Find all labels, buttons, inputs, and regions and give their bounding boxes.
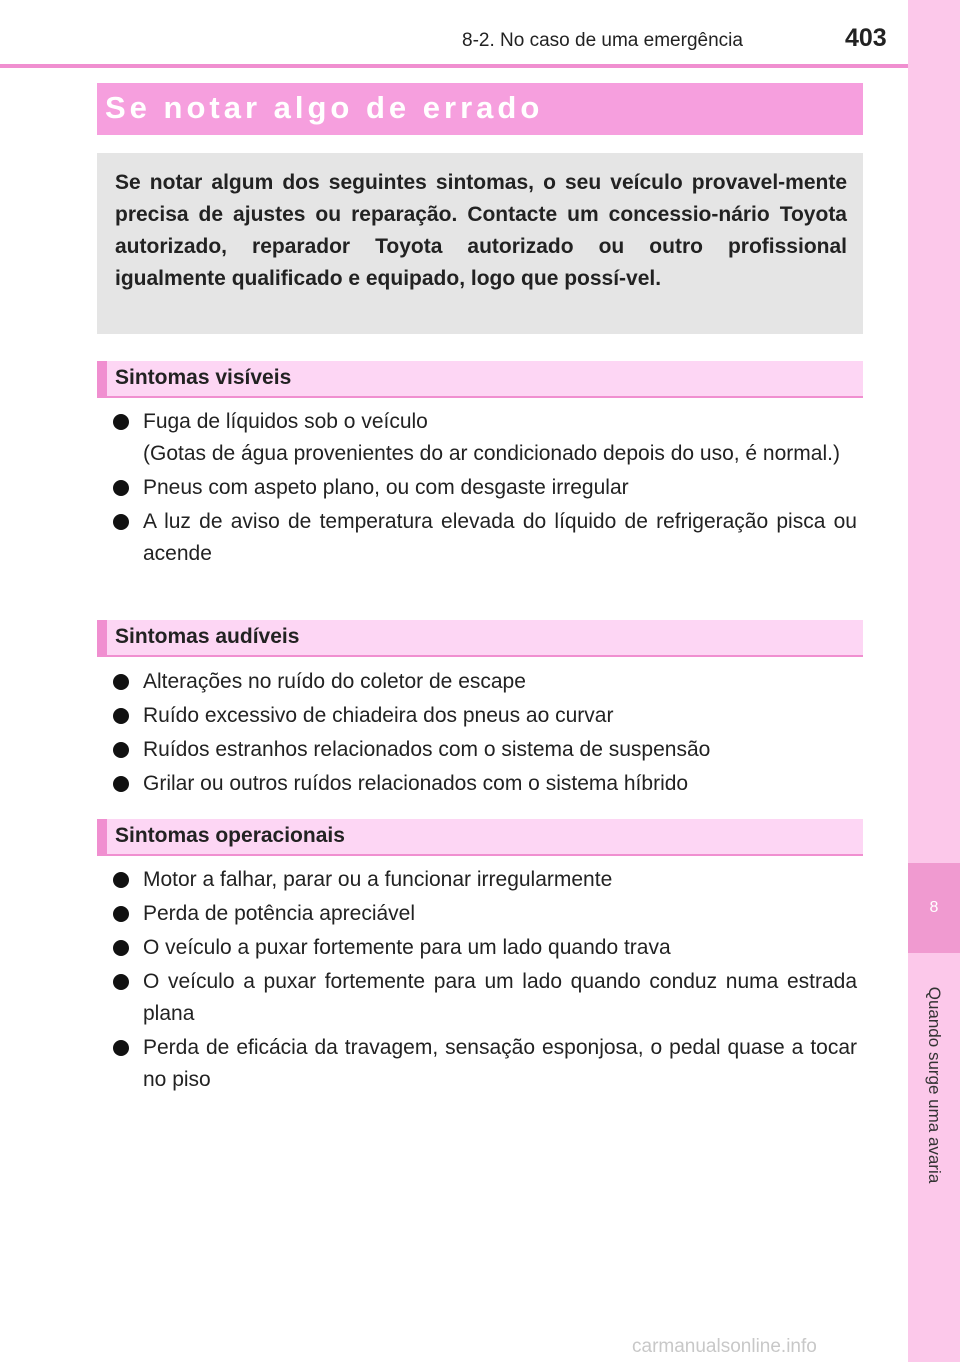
page-title: Se notar algo de errado: [105, 90, 544, 125]
header-section-title: 8-2. No caso de uma emergência: [462, 30, 743, 51]
bullet-icon: [113, 940, 129, 956]
list-item: [113, 932, 857, 964]
list-item-text: Perda de potência apreciável: [143, 902, 416, 925]
chapter-tab: 8: [908, 863, 960, 953]
bullet-icon: [113, 708, 129, 724]
bullet-icon: [113, 480, 129, 496]
list-item-text: Pneus com aspeto plano, ou com desgaste irregular: [143, 476, 629, 499]
chapter-side-label-text: Quando surge uma avaria: [925, 986, 944, 1184]
bullet-icon: [113, 674, 129, 690]
intro-box: [97, 153, 863, 334]
list-item-text: Motor a falhar, parar ou a funcionar irregularmente: [143, 868, 613, 891]
list-item: [113, 506, 857, 570]
list-item: [113, 666, 857, 698]
bullet-icon: [113, 872, 129, 888]
header-rule: [0, 64, 908, 68]
list-item-text: A luz de aviso de temperatura elevada do líquido de refrigeração pisca ou acende: [143, 510, 857, 565]
title-banner: [97, 83, 863, 135]
bullet-icon: [113, 742, 129, 758]
list-item-text: Perda de eficácia da travagem, sensação esponjosa, o pedal quase a tocar no piso: [143, 1036, 857, 1091]
list-item: [113, 700, 857, 732]
section-heading-visible: [97, 361, 863, 398]
list-item-text: Grilar ou outros ruídos relacionados com o sistema híbrido: [143, 772, 689, 795]
section-heading-label: Sintomas operacionais: [115, 824, 345, 847]
list-item: [113, 1032, 857, 1096]
section-heading-audible: [97, 620, 863, 657]
list-item-text: Ruído excessivo de chiadeira dos pneus ao curvar: [143, 704, 614, 727]
list-item: [113, 898, 857, 930]
watermark: carmanualsonline.info: [632, 1336, 817, 1357]
list-item: [113, 768, 857, 800]
bullet-list-visible: [113, 406, 857, 572]
list-item: [113, 406, 857, 470]
bullet-icon: [113, 414, 129, 430]
page-number: 403: [845, 24, 887, 52]
section-heading-label: Sintomas visíveis: [115, 366, 292, 389]
section-heading-label: Sintomas audíveis: [115, 625, 300, 648]
list-item-text: Ruídos estranhos relacionados com o sistema de suspensão: [143, 738, 711, 761]
list-item: [113, 966, 857, 1030]
bullet-icon: [113, 906, 129, 922]
bullet-list-operational: [113, 864, 857, 1098]
list-item-text: O veículo a puxar fortemente para um lado quando conduz numa estrada plana: [143, 970, 857, 1025]
list-item-text: Alterações no ruído do coletor de escape: [143, 670, 526, 693]
list-item: [113, 864, 857, 896]
bullet-icon: [113, 1040, 129, 1056]
list-item-text: O veículo a puxar fortemente para um lado quando trava: [143, 936, 671, 959]
section-heading-operational: [97, 819, 863, 856]
bullet-icon: [113, 974, 129, 990]
list-item: [113, 472, 857, 504]
bullet-icon: [113, 514, 129, 530]
intro-text: Se notar algum dos seguintes sintomas, o seu veículo provavel-mente precisa de ajustes ou reparação. Contacte um concessio-nário Toyota autorizado, reparador Toyota autorizado ou outro profissional igualmente qualificado e equipado, logo que possí-vel.: [115, 171, 847, 290]
list-item: [113, 734, 857, 766]
bullet-icon: [113, 776, 129, 792]
list-item-text: Fuga de líquidos sob o veículo (Gotas de água provenientes do ar condicionado depois do uso, é normal.): [143, 410, 840, 465]
bullet-list-audible: [113, 666, 857, 802]
